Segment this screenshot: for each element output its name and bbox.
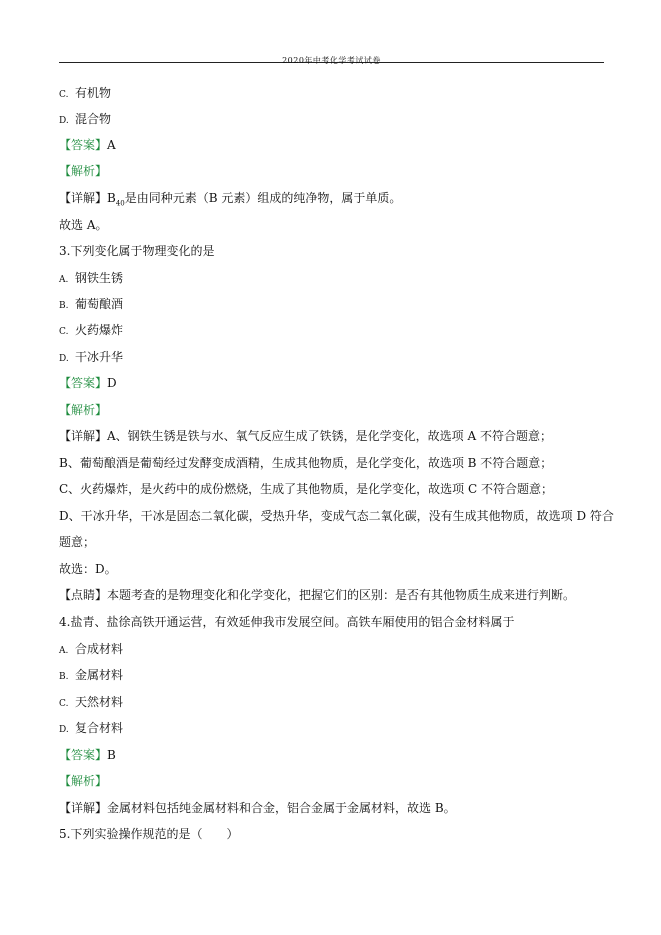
- option-c: C. 火药爆炸: [59, 323, 124, 337]
- option-c: C. 天然材料: [59, 695, 124, 709]
- question-4-stem: 4.盐青、盐徐高铁开通运营，有效延伸我市发展空间。高铁车厢使用的铝合金材料属于: [59, 615, 515, 629]
- detail-line: 【详解】金属材料包括纯金属材料和合金，铝合金属于金属材料，故选 B。: [59, 801, 456, 815]
- analysis-tag: 【解析】: [59, 164, 108, 178]
- detail-line: B、葡萄酿酒是葡萄经过发酵变成酒精，生成其他物质，是化学变化，故选项 B 不符合题意；: [59, 456, 553, 470]
- answer-line: 【答案】D: [59, 376, 117, 390]
- option-d: D. 干冰升华: [59, 350, 124, 364]
- selection-line: 故选 A。: [59, 218, 108, 232]
- selection-line: 故选：D。: [59, 562, 117, 576]
- detail-tag: 【详解】: [59, 429, 108, 443]
- tip-line: 【点睛】本题考查的是物理变化和化学变化，把握它们的区别：是否有其他物质生成来进行判断。: [59, 588, 576, 602]
- question-5-stem: 5.下列实验操作规范的是（ ）: [59, 827, 239, 841]
- answer-line: 【答案】B: [59, 748, 116, 762]
- detail-line: C、火药爆炸，是火药中的成份燃烧，生成了其他物质，是化学变化，故选项 C 不符合题意；: [59, 482, 553, 496]
- question-3-stem: 3.下列变化属于物理变化的是: [59, 244, 215, 258]
- detail-tag: 【详解】: [59, 191, 108, 205]
- detail-line: D、干冰升华，干冰是固态二氧化碳，受热升华，变成气态二氧化碳，没有生成其他物质，故选项 D 符合: [59, 509, 614, 523]
- analysis-line: [59, 772, 611, 790]
- analysis-line: [59, 401, 611, 419]
- answer-tag: 【答案】: [59, 376, 108, 390]
- detail-line: 【详解】$B_{40}$是由同种元素（B 元素）组成的纯净物，属于单质。: [59, 191, 402, 208]
- option-c: C. 有机物: [59, 86, 112, 100]
- answer-line: 【答案】A: [59, 138, 116, 152]
- detail-line: 【详解】A、钢铁生锈是铁与水、氧气反应生成了铁锈，是化学变化，故选项 A 不符合题意；: [59, 429, 552, 443]
- option-b: B. 葡萄酿酒: [59, 297, 124, 311]
- option-a: A. 合成材料: [59, 642, 124, 656]
- detail-line: 题意；: [59, 535, 96, 549]
- page-header: [59, 48, 604, 63]
- detail-tag: 【详解】: [59, 801, 108, 815]
- option-d: D. 复合材料: [59, 721, 124, 735]
- analysis-tag: 【解析】: [59, 403, 108, 417]
- tip-tag: 【点睛】: [59, 588, 108, 602]
- option-d: D. 混合物: [59, 112, 112, 126]
- answer-tag: 【答案】: [59, 138, 108, 152]
- analysis-tag: 【解析】: [59, 774, 108, 788]
- answer-tag: 【答案】: [59, 748, 108, 762]
- analysis-line: [59, 162, 611, 180]
- option-a: A. 钢铁生锈: [59, 271, 124, 285]
- option-b: B. 金属材料: [59, 668, 124, 682]
- page-header-title: 2020年中考化学考试试卷: [282, 56, 381, 65]
